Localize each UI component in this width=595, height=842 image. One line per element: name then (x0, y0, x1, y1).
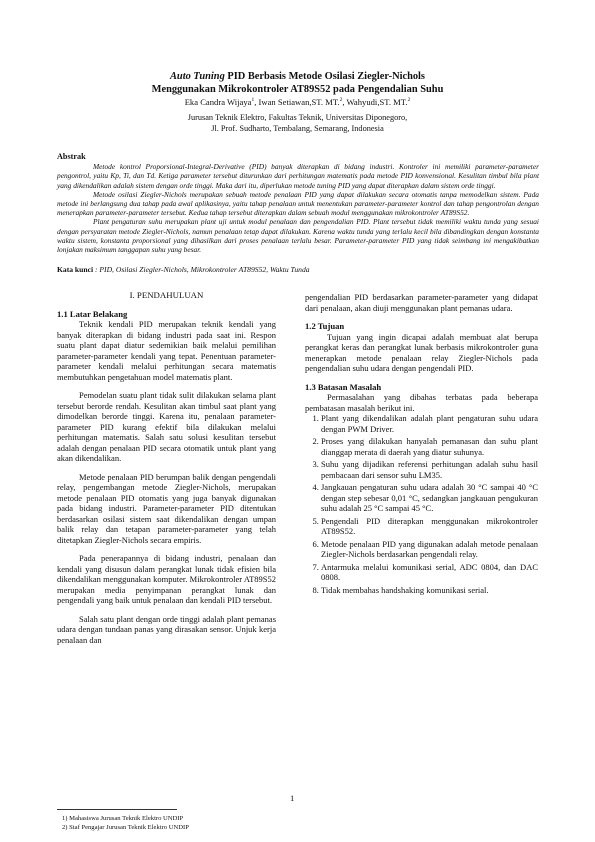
list-item: 4. Jangkauan pengaturan suhu udara adalah 30 °C sampai 40 °C dengan step sebesar 0,01 °C, sedangkan jangkauan pengukuran suhu adalah 25 °C sampai 45 °C. (321, 482, 538, 514)
affiliation-line-1: Jurusan Teknik Elektro, Fakultas Teknik, Universitas Diponegoro, (187, 113, 408, 122)
author-3: , Wahyudi,ST. MT. (342, 96, 408, 107)
body-paragraph: Pada penerapannya di bidang industri, penalaan dan kendali yang disusun dalam perangkat lunak tidak efisien bila dikendalikan menggunakan komputer. Mikrokontroler AT89S52 merupakan media penyimpanan perangkat lunak dan pengendali yang baik untuk penalaan dan kendali PID tersebut. (57, 553, 276, 605)
author-list (60, 95, 535, 108)
subsection-heading: 1.3 Batasan Masalah (305, 381, 382, 392)
abstract-paragraph: Plant pengaturan suhu merupakan plant uji untuk modul penalaan dan pengendalian PID. Plant tersebut tidak memiliki waktu tunda yang sesuai dengan persyaratan metode Ziegler-Nichols, namun penalaan tetap dapat dilakukan. Karena waktu tunda yang terlalu kecil bila dibandingkan dengan konstanta waktu sistem, konstanta proporsional yang dihasilkan dari proses penalaan terlalu besar. Parameter-parameter PID yang tidak seimbang ini mengakibatkan lonjakan maksimum tanggapan suhu yang besar. (57, 217, 539, 255)
keywords-value: : PID, Osilasi Ziegler-Nichols, Mikrokontroler AT89S52, Waktu Tunda (93, 265, 310, 274)
keywords-label: Kata kunci (57, 265, 94, 274)
subsection-heading: 1.1 Latar Belakang (57, 308, 128, 319)
author-1-mark: 1 (251, 97, 255, 103)
author-2: , Iwan Setiawan,ST. MT. (254, 96, 340, 107)
author-3-mark: 2 (407, 97, 411, 103)
subsection-heading: 1.2 Tujuan (305, 321, 345, 331)
list-item: 1. Plant yang dikendalikan adalah plant pengaturan suhu udara dengan PWM Driver. (321, 413, 538, 434)
footnote: 1) Mahasiswa Jurusan Teknik Elektro UNDIP (62, 815, 184, 822)
author-2-mark: 2 (339, 97, 343, 103)
abstract-heading: Abstrak (57, 152, 86, 161)
body-paragraph: pengendalian PID berdasarkan parameter-parameter yang didapat dari penalaan, akan diuji menggunakan plant pemanas udara. (305, 292, 538, 313)
limitation-list (305, 413, 538, 595)
body-paragraph: Pemodelan suatu plant tidak sulit dilakukan selama plant tersebut berorde rendah. Kesulitan akan timbul saat plant yang dimodelkan berorde tinggi. Karena itu, penalaan parameter-parameter PID kurang efektif bila dilakukan melalui perhitungan matematis. Salah satu solusi kesulitan tersebut adalah dengan penalaan PID secara otomatik untuk plant yang akan dikendalikan. (57, 390, 276, 463)
author-1: Eka Candra Wijaya (184, 96, 252, 107)
footnotes (62, 815, 189, 832)
body-paragraph: Salah satu plant dengan orde tinggi adalah plant pemanas udara dengan tundaan panas yang dirasakan sensor. Unjuk kerja penalaan dan (57, 613, 276, 645)
title-rest: PID Berbasis Metode Osilasi Ziegler-Nichols (224, 71, 425, 82)
list-item: 6. Metode penalaan PID yang digunakan adalah metode penalaan Ziegler-Nichols berdasarkan pengendali relay. (321, 539, 538, 560)
list-item: 3. Suhu yang dijadikan referensi perhitungan adalah suhu hasil pembacaan dari sensor suhu LM35. (321, 459, 538, 480)
abstract (57, 152, 539, 254)
section-heading: I. PENDAHULUAN (129, 290, 204, 300)
right-column (305, 292, 538, 597)
title-line-1 (60, 70, 535, 83)
keywords (57, 265, 539, 274)
abstract-paragraph: Metode kontrol Proporsional-Integral-Derivative (PID) banyak diterapkan di bidang industri. Kontroler ini memiliki parameter-parameter pengontrol, yaitu Kp, Ti, dan Td. Ketiga parameter tersebut diturunkan dari perhitungan matematis pada metode PID konvensional. Kesulitan timbul bila plant yang dikendalikan adalah sistem dengan orde tinggi. Maka dari itu, diperlukan metode tuning PID yang dapat diterapkan dalam sistem orde tinggi. (57, 162, 539, 190)
affiliation-line-2: Jl. Prof. Sudharto, Tembalang, Semarang, Indonesia (211, 123, 384, 133)
page-number: 1 (290, 793, 295, 803)
body-paragraph: Metode penalaan PID berumpan balik dengan pengendali relay, pengembangan metode Ziegler-Nichols, merupakan metode penalaan PID otomatis yang juga banyak digunakan pada bidang industri. Parameter-parameter PID ditentukan berdasarkan osilasi sistem saat dikendalikan dengan umpan balik relay dan tetapan parameter-parameter yang telah ditetapkan Ziegler-Nichols secara empiris. (57, 471, 276, 545)
title-line-2: Menggunakan Mikrokontroler AT89S52 pada Pengendalian Suhu (151, 84, 444, 95)
body-paragraph: Teknik kendali PID merupakan teknik kendali yang banyak diterapkan di bidang industri pada saat ini. Respon suatu plant dapat diatur sedemikian baik melalui pemilihan parameter-parameter kendali yang tepat. Penentuan parameter-parameter kendali melalui perhitungan secara matematis membutuhkan pengetahuan model matematis plant. (57, 319, 276, 382)
body-paragraph: Tujuan yang ingin dicapai adalah membuat alat berupa perangkat keras dan perangkat lunak berbasis mikrokontroler guna menerapkan metode penalaan relay Ziegler-Nichols pada pengendalian suhu udara dengan pengendali PID. (305, 331, 538, 373)
list-item: 7. Antarmuka melalui komunikasi serial, ADC 0804, dan DAC 0808. (321, 562, 538, 583)
footnote-divider (57, 809, 177, 810)
footnote: 2) Staf Pengajar Jurusan Teknik Elektro UNDIP (62, 823, 189, 831)
list-item: 8. Tidak membahas handshaking komunikasi serial. (321, 585, 538, 596)
left-column (57, 290, 276, 645)
list-item: 2. Proses yang dilakukan hanyalah pemanasan dan suhu plant dianggap merata di daerah yang diatur suhunya. (321, 436, 538, 457)
affiliation (60, 113, 535, 134)
title-italic-part: Auto Tuning (170, 71, 225, 82)
paper-title (60, 70, 535, 96)
list-item: 5. Pengendali PID diterapkan menggunakan mikrokontroler AT89S52. (321, 516, 538, 537)
abstract-paragraph: Metode osilasi Ziegler-Nichols merupakan sebuah metode penalaan PID yang dapat dilakukan secara otomatis tanpa memodelkan sistem. Pada metode ini berlangsung dua tahap pada awal aplikasinya, yaitu tahap penalaan untuk menentukan parameter-parameter kontrol dan tahap pengontrolan dengan menerapkan parameter-parameter tersebut. Kedua tahap tersebut diterapkan dalam sebuah modul menggunakan mikrokontroler AT89S52. (57, 189, 539, 218)
body-paragraph: Permasalahan yang dibahas terbatas pada beberapa pembatasan masalah berikut ini. (305, 392, 538, 413)
